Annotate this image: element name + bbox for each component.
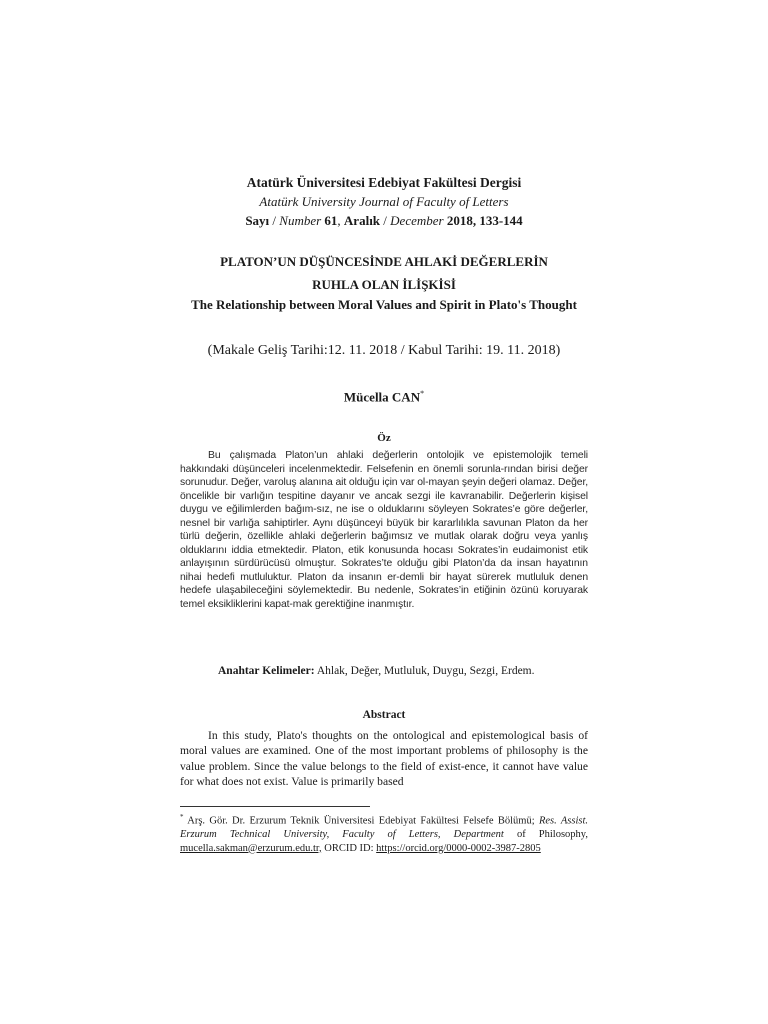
title-tr-line2: RUHLA OLAN İLİŞKİSİ: [312, 277, 456, 292]
oz-body: Bu çalışmada Platon’un ahlaki değerlerin ontolojik ve epistemolojik temeli hakkındaki düşünceleri incelenmektedir. Felsefenin en önemli sorunla-rından birisi değer sorunudur. Değer, varoluş alanına ait olduğu için var ol-mayan şeyin değeri olamaz. Değer, öncelikle bir varlığın tespitine dayanır ve ancak sezgi ile kavranabilir. Değerlerin kişisel duygu ve eğilimlerden bağım-sız, ne ise o olduklarını söyleyen Sokrates’e göre değerler, nesnel bir varlığa sahiptirler. Aynı düşünceyi büyük bir kararlılıkla savunan Platon da her türlü değerin, özellikle ahlaki değerlerin bağımsız ve mutlak olarak doğru veya yanlış olduklarını iddia etmektedir. Platon, etik konusunda hocası Sokrates’in eudaimonist etik anlayışının sürdürücüsü olmuştur. Sokrates’te olduğu gibi Platon’da da insan hayatının nihai hedefi mutluluktur. Platon da insanın er-demli bir hayat sürerek mutluluk denen hedefe ulaşabileceğini söylemektedir. Bu nedenle, Sokrates’in etiğinin özünü koruyarak temel eksikliklerini kapat-mak gerektiğine inanmıştır.: [180, 450, 589, 610]
issue-number: 61: [324, 213, 338, 228]
footnote-mark: *: [180, 813, 184, 821]
orcid-label: ORCID ID:: [324, 842, 374, 854]
issue-label-en: Number: [279, 213, 322, 228]
affiliation-en-tail: of Philosophy,: [516, 829, 588, 840]
keywords: [218, 665, 588, 677]
month-label-en: December: [390, 213, 444, 228]
abstract-body: In this study, Plato's thoughts on the ontological and epistemological basis of moral values are examined. One of the most important problems of philosophy is the value problem. Since the value belongs to the field of exist-ence, it cannot have value for what does not exist. Value is primarily based: [180, 729, 588, 788]
title-tr-line1: PLATON’UN DÜŞÜNCESİNDE AHLAKİ DEĞERLERİN: [220, 254, 548, 269]
journal-subtitle: Atatürk University Journal of Faculty of Letters: [259, 194, 509, 209]
issue-line: Sayı / Number 61, Aralık / December 2018, 133-144: [245, 213, 523, 228]
orcid-link[interactable]: https://orcid.org/0000-0002-3987-2805: [376, 842, 541, 854]
submission-dates: (Makale Geliş Tarihi:12. 11. 2018 / Kabul Tarihi: 19. 11. 2018): [207, 343, 561, 358]
year-pages: 2018, 133-144: [446, 213, 523, 228]
keywords-label: Anahtar Kelimeler:: [218, 665, 315, 677]
affiliation-en: Res. Assist. Erzurum Technical University, Faculty of Letters, Department: [180, 815, 589, 840]
abstract-heading: Abstract: [362, 709, 406, 721]
keywords-list: Ahlak, Değer, Mutluluk, Duygu, Sezgi, Erdem.: [316, 665, 535, 677]
article-title-en: The Relationship between Moral Values and Spirit in Plato's Thought: [191, 297, 577, 312]
issue-label: Sayı: [245, 213, 270, 228]
footnote: [180, 811, 588, 855]
oz-heading: Öz: [377, 432, 391, 444]
author-footnote-mark[interactable]: *: [420, 389, 425, 398]
email-link[interactable]: mucella.sakman@erzurum.edu.tr,: [180, 842, 322, 854]
author-text: Mücella CAN: [343, 389, 421, 405]
article-title-tr: [170, 250, 598, 296]
affiliation-tr: Arş. Gör. Dr. Erzurum Teknik Üniversitesi Edebiyat Fakültesi Felsefe Bölümü;: [187, 815, 535, 827]
journal-title: Atatürk Üniversitesi Edebiyat Fakültesi Dergisi: [246, 175, 522, 190]
author-name: [180, 389, 588, 405]
month-label: Aralık: [343, 213, 381, 228]
footnote-divider: [180, 806, 370, 807]
